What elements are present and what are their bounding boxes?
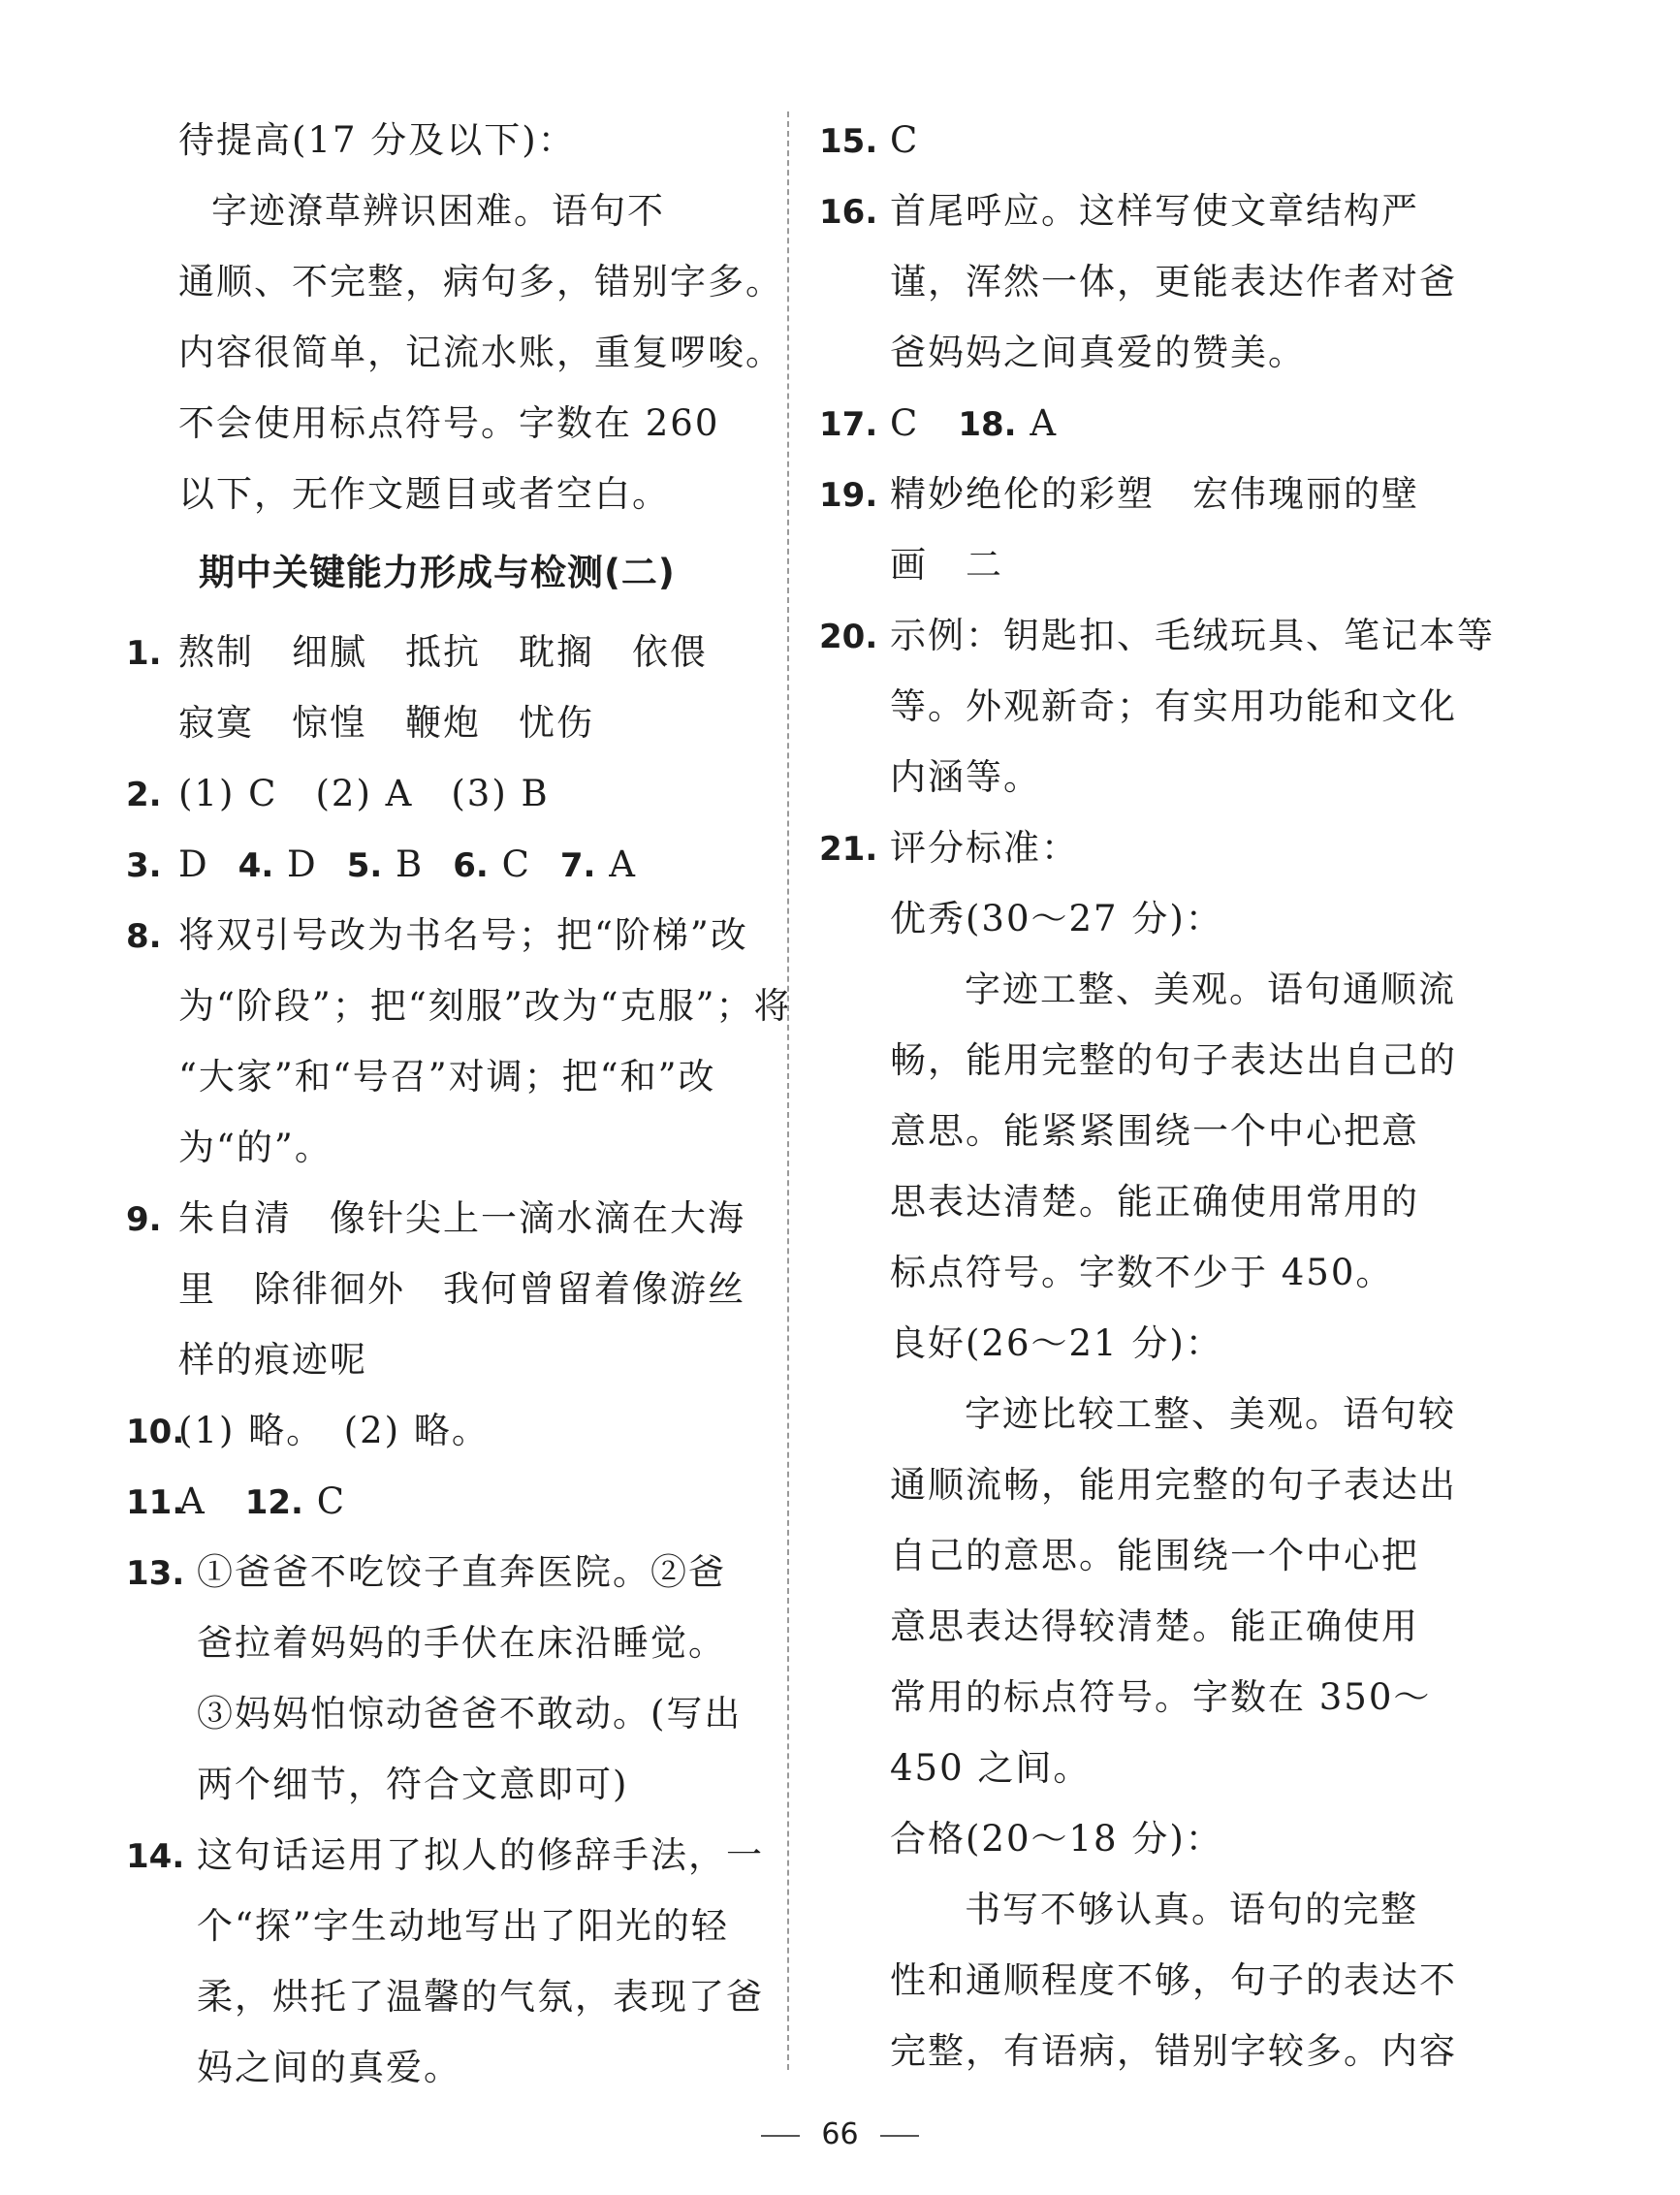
answer-text: 里 除徘徊外 我何曾留着像游丝 (178, 1268, 745, 1310)
answer-text: 首尾呼应。这样写使文章结构严 (890, 190, 1419, 232)
answer-text: 等。外观新奇；有实用功能和文化 (890, 685, 1457, 727)
question-number: 7. (559, 846, 596, 885)
answer-text: 寂寞 惊惶 鞭炮 忧伤 (178, 702, 594, 744)
answer-text: 画 二 (890, 544, 1003, 586)
question-number: 10. (126, 1413, 185, 1451)
section-heading: 期中关键能力形成与检测(二) (199, 552, 676, 593)
answer-19 (819, 459, 1464, 529)
question-number: 13. (126, 1554, 185, 1593)
answer-16 (819, 175, 1464, 246)
answer-text: 评分标准： (890, 827, 1079, 869)
answer-8 (126, 900, 766, 970)
question-number: 9. (126, 1200, 162, 1239)
answer-text: 性和通顺程度不够，句子的表达不 (890, 1959, 1457, 2001)
answer-text: A (178, 1480, 206, 1522)
text-line: 以下，无作文题目或者空白。 (178, 473, 670, 515)
answer-text: 熬制 细腻 抵抗 耽搁 依偎 (178, 631, 708, 673)
answer-text: B (396, 843, 425, 885)
question-number: 20. (819, 618, 878, 656)
answer-text: 精妙绝伦的彩塑 宏伟瑰丽的壁 (890, 473, 1419, 515)
answer-text: ③妈妈怕惊动爸爸不敢动。(写出 (197, 1693, 743, 1734)
answer-text: 自己的意思。能围绕一个中心把 (890, 1535, 1419, 1576)
answer-2 (126, 758, 766, 829)
grade-heading: 合格(20～18 分)： (890, 1818, 1223, 1860)
answer-text: C (890, 119, 920, 161)
answer-text: 将双引号改为书名号；把“阶梯”改 (178, 914, 748, 956)
page-footer (0, 2117, 1680, 2151)
question-number: 12. (244, 1483, 303, 1522)
answer-text: C (501, 843, 531, 885)
answer-text: C (890, 402, 920, 444)
answer-20 (819, 600, 1495, 671)
text-line: 待提高(17 分及以下)： (178, 119, 576, 161)
question-number: 2. (126, 776, 162, 814)
answer-text: 爸拉着妈妈的手伏在床沿睡觉。 (197, 1622, 726, 1664)
text-line: 内容很简单，记流水账，重复啰唆。 (178, 332, 783, 373)
answer-text: 意思。能紧紧围绕一个中心把意 (890, 1110, 1419, 1152)
answer-text: 示例：钥匙扣、毛绒玩具、笔记本等 (890, 615, 1495, 656)
question-number: 6. (453, 846, 489, 885)
question-number: 5. (346, 846, 383, 885)
answer-text: D (178, 843, 209, 885)
answer-text: 样的痕迹呢 (178, 1339, 367, 1381)
answer-text: 书写不够认真。语句的完整 (965, 1889, 1418, 1930)
question-number: 1. (126, 634, 162, 673)
answer-text: A (1030, 402, 1059, 444)
answer-text: 完整，有语病，错别字较多。内容 (890, 2030, 1457, 2072)
answer-21 (819, 812, 1464, 883)
answer-text: ①爸爸不吃饺子直奔医院。②爸 (197, 1551, 726, 1593)
answer-text: 字迹工整、美观。语句通顺流 (965, 969, 1456, 1010)
footer-dash (761, 2135, 800, 2137)
question-number: 18. (958, 405, 1017, 444)
answer-text: 常用的标点符号。字数在 350～ (890, 1676, 1432, 1718)
answer-text: 为“的”。 (178, 1127, 333, 1168)
answer-text: 思表达清楚。能正确使用常用的 (890, 1181, 1419, 1223)
column-divider (787, 111, 789, 2070)
question-number: 15. (819, 122, 878, 161)
question-number: 3. (126, 846, 162, 885)
answers-17-18 (819, 388, 1464, 459)
text-line: 通顺、不完整，病句多，错别字多。 (178, 261, 783, 302)
answer-10 (126, 1395, 766, 1466)
question-number: 19. (819, 476, 878, 515)
answer-text: 标点符号。字数不少于 450。 (890, 1252, 1394, 1293)
answer-text: (1) 略。 (2) 略。 (178, 1410, 490, 1451)
question-number: 8. (126, 917, 162, 956)
answers-3-7 (126, 829, 766, 900)
answer-text: 畅，能用完整的句子表达出自己的 (890, 1039, 1457, 1081)
answer-text: 两个细节，符合文意即可) (197, 1764, 629, 1805)
question-number: 21. (819, 830, 878, 869)
question-number: 16. (819, 193, 878, 232)
left-column (126, 105, 792, 2103)
answer-15 (819, 105, 1464, 175)
answer-text: 内涵等。 (890, 756, 1041, 798)
answer-text: (1) C (2) A (3) B (178, 773, 550, 814)
answer-text: 爸妈妈之间真爱的赞美。 (890, 332, 1306, 373)
answer-9 (126, 1183, 766, 1254)
answer-text: 个“探”字生动地写出了阳光的轻 (197, 1905, 729, 1947)
answer-text: 字迹比较工整、美观。语句较 (965, 1393, 1456, 1435)
footer-dash (880, 2135, 919, 2137)
answer-text: 为“阶段”；把“刻服”改为“克服”；将 (178, 985, 792, 1027)
answer-text: A (609, 843, 637, 885)
answer-1 (126, 617, 766, 687)
answer-text: D (287, 843, 318, 885)
answer-text: “大家”和“号召”对调；把“和”改 (178, 1056, 716, 1098)
page-number: 66 (821, 2117, 859, 2151)
answer-text: 这句话运用了拟人的修辞手法，一 (197, 1834, 764, 1876)
answer-text: 柔，烘托了温馨的气氛，表现了爸 (197, 1976, 764, 2018)
answer-text: C (316, 1480, 347, 1522)
answer-text: 谨，浑然一体，更能表达作者对爸 (890, 261, 1457, 302)
text-line: 字迹潦草辨识困难。语句不 (211, 190, 665, 232)
question-number: 14. (126, 1837, 185, 1876)
answer-text: 朱自清 像针尖上一滴水滴在大海 (178, 1197, 745, 1239)
answer-14 (126, 1820, 766, 1891)
answer-text: 450 之间。 (890, 1747, 1092, 1789)
question-number: 11. (126, 1483, 185, 1522)
answer-13 (126, 1537, 766, 1607)
right-column (819, 105, 1495, 2086)
answer-text: 通顺流畅，能用完整的句子表达出 (890, 1464, 1457, 1506)
answer-text: 意思表达得较清楚。能正确使用 (890, 1606, 1419, 1647)
question-number: 4. (238, 846, 274, 885)
grade-heading: 优秀(30～27 分)： (890, 898, 1223, 939)
text-line: 不会使用标点符号。字数在 260 (178, 402, 720, 444)
question-number: 17. (819, 405, 878, 444)
answer-text: 妈之间的真爱。 (197, 2047, 461, 2088)
grade-heading: 良好(26～21 分)： (890, 1322, 1223, 1364)
answers-11-12 (126, 1466, 766, 1537)
